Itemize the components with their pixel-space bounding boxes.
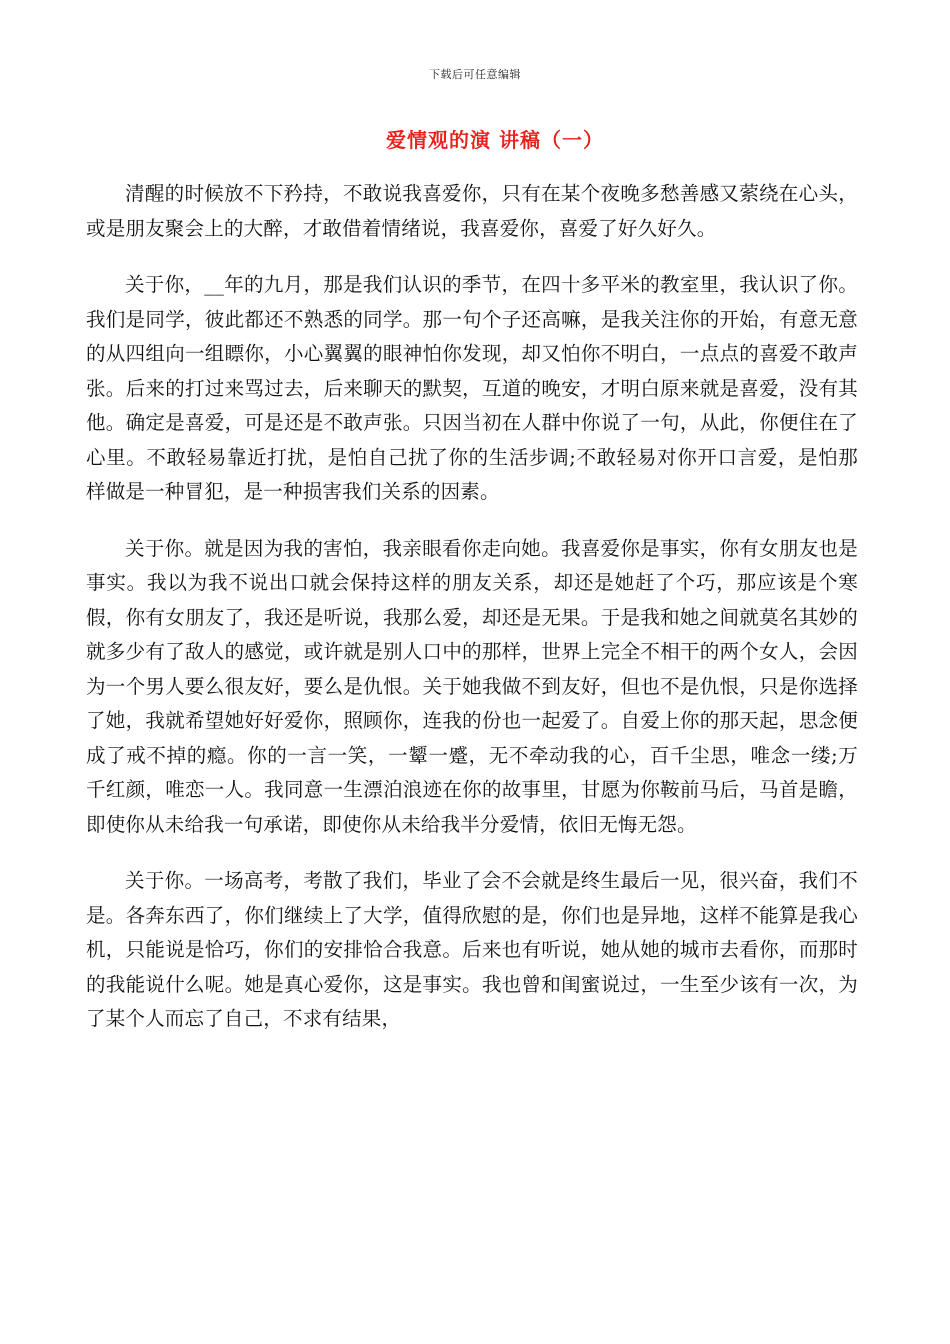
document-title: 爱情观的演 讲稿（一） (386, 128, 604, 152)
paragraph-1: 清醒的时候放不下矜持，不敢说我喜爱你，只有在某个夜晚多愁善感又萦绕在心头，或是朋友聚会上的大醉，才敢借着情绪说，我喜爱你，喜爱了好久好久。 (86, 182, 858, 240)
paragraph-3: 关于你。就是因为我的害怕，我亲眼看你走向她。我喜爱你是事实，你有女朋友也是事实。我以为我不说出口就会保持这样的朋友关系，却还是她赶了个巧，那应该是个寒假，你有女朋友了，我还是听说，我那么爱，却还是无果。于是我和她之间就莫名其妙的就多少有了敌人的感觉，或许就是别人口中的那样，世界上完全不相干的两个女人，会因为一个男人要么很友好，要么是仇恨。关于她我做不到友好，但也不是仇恨，只是你选择了她，我就希望她好好爱你，照顾你，连我的份也一起爱了。自爱上你的那天起，思念便成了戒不掉的瘾。你的一言一笑，一颦一蹙，无不牵动我的心，百千尘思，唯念一缕;万千红颜，唯恋一人。我同意一生漂泊浪迹在你的故事里，甘愿为你鞍前马后，马首是瞻，即使你从未给我一句承诺，即使你从未给我半分爱情，依旧无悔无怨。 (86, 536, 858, 836)
paragraph-4: 关于你。一场高考，考散了我们，毕业了会不会就是终生最后一见，很兴奋，我们不是。各奔东西了，你们继续上了大学，值得欣慰的是，你们也是异地，这样不能算是我心机，只能说是恰巧，你们的安排恰合我意。后来也有听说，她从她的城市去看你，而那时的我能说什么呢。她是真心爱你，这是事实。我也曾和闺蜜说过，一生至少该有一次，为了某个人而忘了自己，不求有结果， (86, 869, 858, 1030)
header-note: 下载后可任意编辑 (429, 68, 521, 81)
paragraph-2: 关于你，__年的九月，那是我们认识的季节，在四十多平米的教室里，我认识了你。我们是同学，彼此都还不熟悉的同学。那一句个子还高嘛，是我关注你的开始，有意无意的从四组向一组瞟你，小心翼翼的眼神怕你发现，却又怕你不明白，一点点的喜爱不敢声张。后来的打过来骂过去，后来聊天的默契，互道的晚安，才明白原来就是喜爱，没有其他。确定是喜爱，可是还是不敢声张。只因当初在人群中你说了一句，从此，你便住在了心里。不敢轻易靠近打扰，是怕自己扰了你的生活步调;不敢轻易对你开口言爱，是怕那样做是一种冒犯，是一种损害我们关系的因素。 (86, 273, 858, 503)
document-body (86, 177, 858, 1059)
